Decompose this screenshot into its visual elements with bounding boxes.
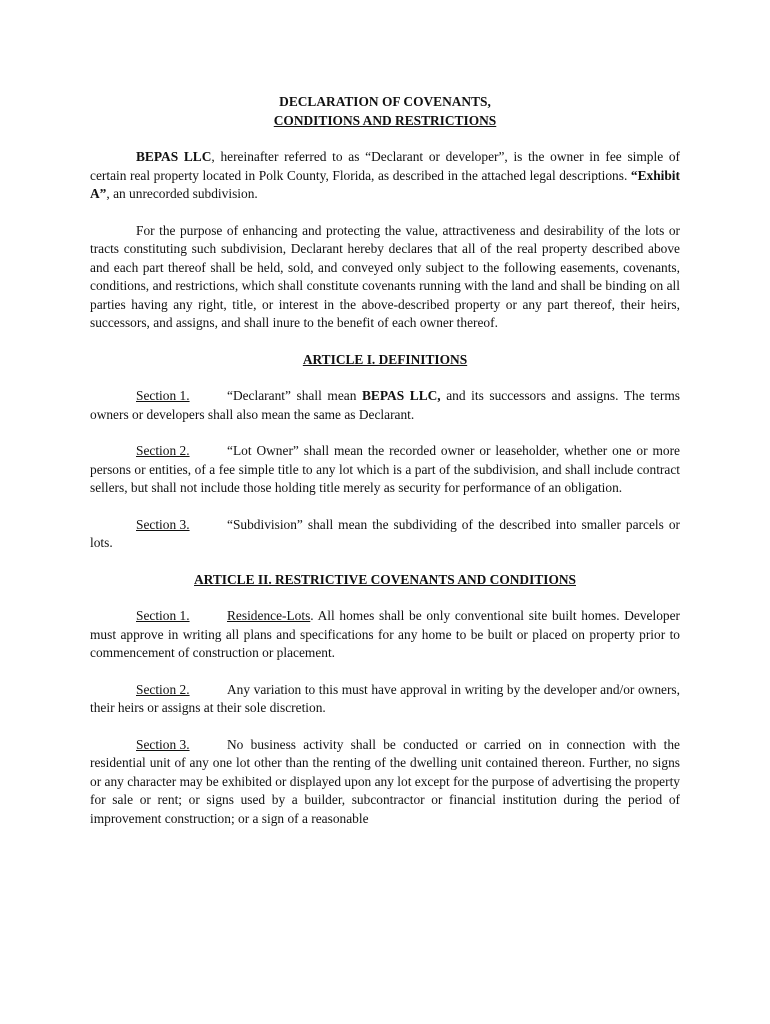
section-label: Section 1. xyxy=(136,608,190,623)
intro-paragraph-2: For the purpose of enhancing and protecting the value, attractiveness and desirability of the lots or tracts constituting such subdivision, Declarant hereby declares that all of the real property described above and each part thereof shall be held, sold, and conveyed only subject to the following easements, covenants, conditions, and restrictions, which shall constitute covenants running with the land and shall be binding on all parties having any right, title, or interest in the above-described property or any part thereof, their heirs, successors, and assigns, and shall inure to the benefit of each owner thereof. xyxy=(90,222,680,330)
article-1-heading: ARTICLE I. DEFINITIONS xyxy=(302,351,468,367)
section-text: Any variation to this must have approval in writing by the developer and/or owners, their heirs or assigns at their sole discretion. xyxy=(90,681,680,715)
article-2-section-3 xyxy=(90,736,680,829)
section-text-post: and its successors and assigns. The terms owners or developers shall also mean the same as Declarant. xyxy=(90,388,680,422)
article-2-heading: ARTICLE II. RESTRICTIVE COVENANTS AND CONDITIONS xyxy=(194,571,576,587)
section-label: Section 2. xyxy=(136,681,190,697)
intro-paragraph-1 xyxy=(90,148,680,204)
intro-p1-tail: , an unrecorded subdivision. xyxy=(106,186,258,201)
section-text: . All homes shall be only conventional site built homes. Developer must approve in writing all plans and specifications for any home to be built or placed on property prior to commencement of construction or placement. xyxy=(90,608,680,660)
article-1-section-1 xyxy=(90,387,680,424)
section-label: Section 2. xyxy=(136,443,190,458)
document-page xyxy=(90,93,680,846)
section-label: Section 3. xyxy=(136,736,190,752)
title-line-1: DECLARATION OF COVENANTS, xyxy=(279,94,491,109)
declarant-name: BEPAS LLC xyxy=(136,149,212,164)
section-label: Section 3. xyxy=(136,516,190,532)
declarant-name-bold: BEPAS LLC, xyxy=(362,388,441,403)
section-text: “Lot Owner” shall mean the recorded owner or leaseholder, whether one or more persons or entities, of a fee simple title to any lot which is a part of the subdivision, and shall include contract sellers, but shall not include those holding title merely as security for performance of an obligation. xyxy=(90,443,680,495)
article-1-section-2 xyxy=(90,442,680,498)
title-line-2: CONDITIONS AND RESTRICTIONS xyxy=(273,112,497,128)
article-1-section-3 xyxy=(90,516,680,553)
section-text: “Declarant” shall mean xyxy=(227,388,362,403)
intro-p1-text: , hereinafter referred to as “Declarant or developer”, is the owner in fee simple of certain real property located in Polk County, Florida, as described in the attached legal descriptions. xyxy=(90,149,681,183)
section-text: “Subdivision” shall mean the subdividing of the described into smaller parcels or lots. xyxy=(90,516,680,550)
section-text: No business activity shall be conducted or carried on in connection with the residential unit of any one lot other than the renting of the dwelling unit contained thereon. Further, no signs or any character may be exhibited or displayed upon any lot except for the purpose of advertising the property for sale or rent; or signs used by a builder, subcontractor or financial institution during the period of improvement construction; or a sign of a reasonable xyxy=(90,736,680,826)
exhibit-a-label: “Exhibit A” xyxy=(90,167,680,201)
section-label: Section 1. xyxy=(136,388,190,403)
article-2-section-1 xyxy=(90,607,680,663)
section-title: Residence-Lots xyxy=(227,608,311,623)
document-title xyxy=(90,93,680,130)
article-2-section-2 xyxy=(90,681,680,718)
